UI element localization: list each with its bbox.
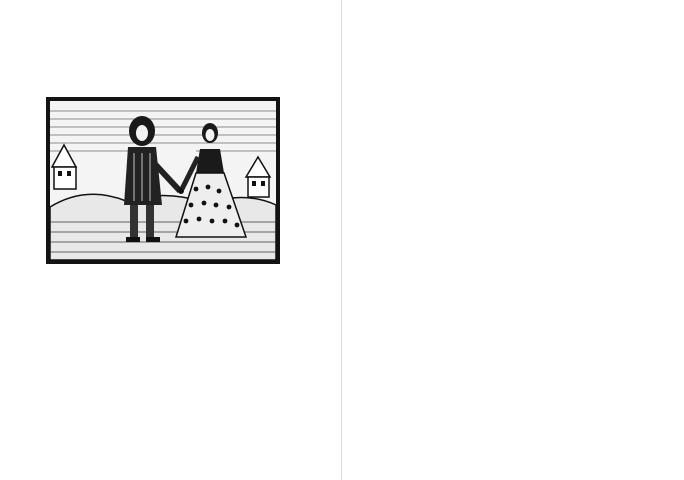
woodcut-illustration bbox=[46, 97, 280, 264]
right-page bbox=[342, 0, 684, 480]
ornament-border-horizontal bbox=[372, 36, 618, 54]
